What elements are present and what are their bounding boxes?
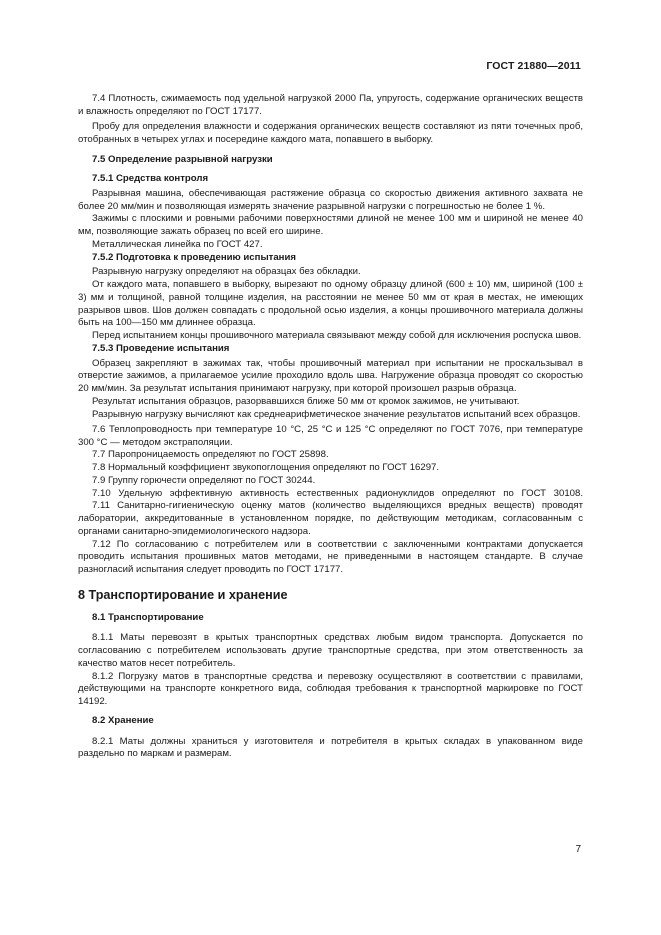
paragraph-7-5-3-clamp: Образец закрепляют в зажимах так, чтобы прошивочный материал при испытании не проскальзывал в отверстие зажимов, а прилагаемое усилие проходило вдоль шва. Нагружение образца проводят со скоростью 20 мм/мин. За результат испытания принимают нагрузку, при которой произошел разрыв образца. <box>78 357 583 395</box>
heading-7-5: 7.5 Определение разрывной нагрузки <box>92 154 273 166</box>
heading-8-1: 8.1 Транспортирование <box>92 611 204 623</box>
paragraph-7-9: 7.9 Группу горючести определяют по ГОСТ 30244. <box>92 474 316 486</box>
paragraph-7-12: 7.12 По согласованию с потребителем или в соответствии с заключенными контрактами допускается проводить испытания прошивных матов методами, не приведенными в настоящем стандарте. В случае разногласий испытания следует проводить по ГОСТ 17177. <box>78 538 583 576</box>
heading-7-5-2: 7.5.2 Подготовка к проведению испытания <box>92 251 296 263</box>
paragraph-7-5-1-ruler: Металлическая линейка по ГОСТ 427. <box>92 238 263 250</box>
paragraph-7-11: 7.11 Санитарно-гигиеническую оценку матов (количество выделяющихся вредных веществ) проводят лаборатории, аккредитованные в установленном порядке, по действующим методикам, согласованным с органами санитарно-эпидемиологического надзора. <box>78 500 583 537</box>
paragraph-7-10: 7.10 Удельную эффективную активность естественных радионуклидов определяют по ГОСТ 30108. <box>92 487 583 499</box>
paragraph-7-6: 7.6 Теплопроводность при температуре 10 °С, 25 °С и 125 °С определяют по ГОСТ 7076, при температуре 300 °С — методом экстраполяции. <box>78 423 583 448</box>
paragraph-8-1-2: 8.1.2 Погрузку матов в транспортные средства и перевозку осуществляют в соответствии с правилами, действующими на транспорте конкретного вида, соблюдая требования к транспортной маркировке по ГОСТ 14192. <box>78 670 583 708</box>
heading-7-5-3: 7.5.3 Проведение испытания <box>92 342 230 354</box>
paragraph-7-5-3-discard: Результат испытания образцов, разорвавшихся ближе 50 мм от кромок зажимов, не учитывают. <box>92 395 520 407</box>
document-code: ГОСТ 21880—2011 <box>486 60 581 72</box>
paragraph-8-1-1: 8.1.1 Маты перевозят в крытых транспортных средствах любым видом транспорта. Допускается по согласованию с потребителем использовать другие транспортные средства, при этом ответственность за качество матов несет потребитель. <box>78 632 583 669</box>
paragraph-7-5-1-machine: Разрывная машина, обеспечивающая растяжение образца со скоростью движения активного захвата не более 20 мм/мин и позволяющая измерять значение разрывной нагрузки с погрешностью не более 1 %. <box>78 187 583 212</box>
paragraph-7-7: 7.7 Паропроницаемость определяют по ГОСТ 25898. <box>92 449 329 461</box>
paragraph-8-2-1: 8.2.1 Маты должны храниться у изготовителя и потребителя в крытых складах в упакованном виде раздельно по маркам и размерам. <box>78 735 583 760</box>
heading-8-2: 8.2 Хранение <box>92 714 154 726</box>
heading-7-5-1: 7.5.1 Средства контроля <box>92 173 209 185</box>
paragraph-7-5-2-samples: От каждого мата, попавшего в выборку, вырезают по одному образцу длиной (600 ± 10) мм, шириной (100 ± 3) мм и толщиной, равной толщине изделия, на расстоянии не менее 50 мм от края в местах, не имеющих разрывов швов. Шов должен совпадать с продольной осью изделия, а концы прошивочного материала должны быть на 100—150 мм длиннее образца. <box>78 279 583 329</box>
paragraph-7-5-2-load: Разрывную нагрузку определяют на образцах без обкладки. <box>92 266 361 278</box>
page-content <box>78 93 583 761</box>
paragraph-7-5-2-tie: Перед испытанием концы прошивочного материала связывают между собой для исключения роспуска швов. <box>92 330 582 342</box>
section-8-title: 8 Транспортирование и хранение <box>78 587 288 602</box>
paragraph-7-4: 7.4 Плотность, сжимаемость под удельной нагрузкой 2000 Па, упругость, содержание органических веществ и влажность определяют по ГОСТ 17177. <box>78 93 583 117</box>
paragraph-7-5-3-average: Разрывную нагрузку вычисляют как среднеарифметическое значение результатов испытаний всех образцов. <box>92 408 581 420</box>
paragraph-7-4-sampling: Пробу для определения влажности и содержания органических веществ составляют из пяти точечных проб, отобранных в четырех углах и посередине каждого мата, попавшего в выборку. <box>78 120 583 145</box>
page-number: 7 <box>575 844 581 855</box>
paragraph-7-8: 7.8 Нормальный коэффициент звукопоглощения определяют по ГОСТ 16297. <box>92 462 440 474</box>
paragraph-7-5-1-clamps: Зажимы с плоскими и ровными рабочими поверхностями длиной не менее 100 мм и шириной не менее 40 мм, позволяющие зажать образец по всей его ширине. <box>78 213 583 238</box>
